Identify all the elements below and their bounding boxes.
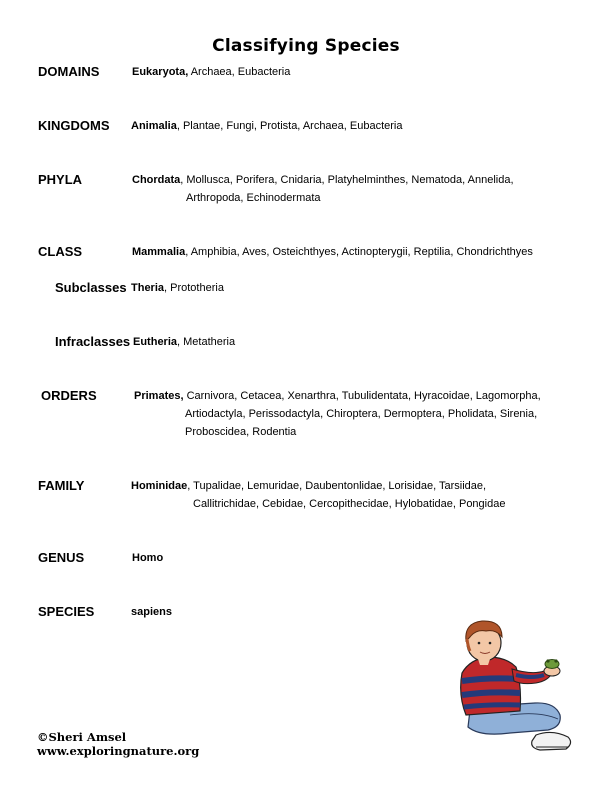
taxa-domains xyxy=(132,63,290,81)
other-taxa: Archaea, Eubacteria xyxy=(188,66,291,78)
other-taxa-continued: Proboscidea, Rodentia xyxy=(185,426,297,438)
featured-taxon: Mammalia xyxy=(132,246,186,258)
rank-label-domains: DOMAINS xyxy=(38,64,100,79)
rank-label-genus: GENUS xyxy=(38,550,85,565)
page-title: Classifying Species xyxy=(212,36,400,56)
other-taxa: , Amphibia, Aves, Osteichthyes, Actinopterygii, Reptilia, Chondrichthyes xyxy=(185,246,533,258)
featured-taxon: Animalia xyxy=(131,120,177,132)
featured-taxon: Homo xyxy=(132,552,164,564)
other-taxa-continued: Callitrichidae, Cebidae, Cercopithecidae, Hylobatidae, Pongidae xyxy=(193,498,506,510)
taxa-phyla xyxy=(132,171,514,207)
other-taxa: , Prototheria xyxy=(164,282,224,294)
taxa-class xyxy=(132,243,533,261)
rank-label-kingdoms: KINGDOMS xyxy=(38,118,110,133)
featured-taxon: sapiens xyxy=(131,606,172,618)
other-taxa: Carnivora, Cetacea, Xenarthra, Tubulidentata, Hyracoidae, Lagomorpha, xyxy=(183,390,541,402)
featured-taxon: Eutheria xyxy=(133,336,178,348)
rank-label-infraclasses: Infraclasses xyxy=(55,334,131,349)
rank-label-phyla: PHYLA xyxy=(38,172,83,187)
featured-taxon: Hominidae xyxy=(131,480,188,492)
other-taxa: , Metatheria xyxy=(177,336,236,348)
rank-label-species: SPECIES xyxy=(38,604,95,619)
rank-label-orders: ORDERS xyxy=(41,388,97,403)
featured-taxon: Eukaryota, xyxy=(132,66,189,78)
taxa-infraclasses xyxy=(133,333,235,351)
taxa-species xyxy=(131,603,172,621)
website-credit: www.exploringnature.org xyxy=(37,744,200,758)
featured-taxon: Chordata xyxy=(132,174,181,186)
other-taxa-continued: Artiodactyla, Perissodactyla, Chiroptera, Dermoptera, Pholidata, Sirenia, xyxy=(185,408,538,420)
featured-taxon: Primates, xyxy=(134,390,184,402)
boy-with-frog-illustration xyxy=(440,615,590,765)
rank-label-class: CLASS xyxy=(38,244,83,259)
other-taxa: , Mollusca, Porifera, Cnidaria, Platyhelminthes, Nematoda, Annelida, xyxy=(180,174,514,186)
other-taxa-continued: Arthropoda, Echinodermata xyxy=(186,192,321,204)
other-taxa: , Tupalidae, Lemuridae, Daubentonlidae, Lorisidae, Tarsiidae, xyxy=(187,480,487,492)
featured-taxon: Theria xyxy=(131,282,165,294)
rank-label-subclasses: Subclasses xyxy=(55,280,127,295)
taxa-subclasses xyxy=(131,279,224,297)
taxa-kingdoms xyxy=(131,117,403,135)
author-credit: ©Sheri Amsel xyxy=(37,730,127,744)
other-taxa: , Plantae, Fungi, Protista, Archaea, Eubacteria xyxy=(176,120,403,132)
taxa-orders xyxy=(134,387,541,441)
rank-label-family: FAMILY xyxy=(38,478,85,493)
taxa-genus xyxy=(132,549,163,567)
taxa-family xyxy=(131,477,505,513)
